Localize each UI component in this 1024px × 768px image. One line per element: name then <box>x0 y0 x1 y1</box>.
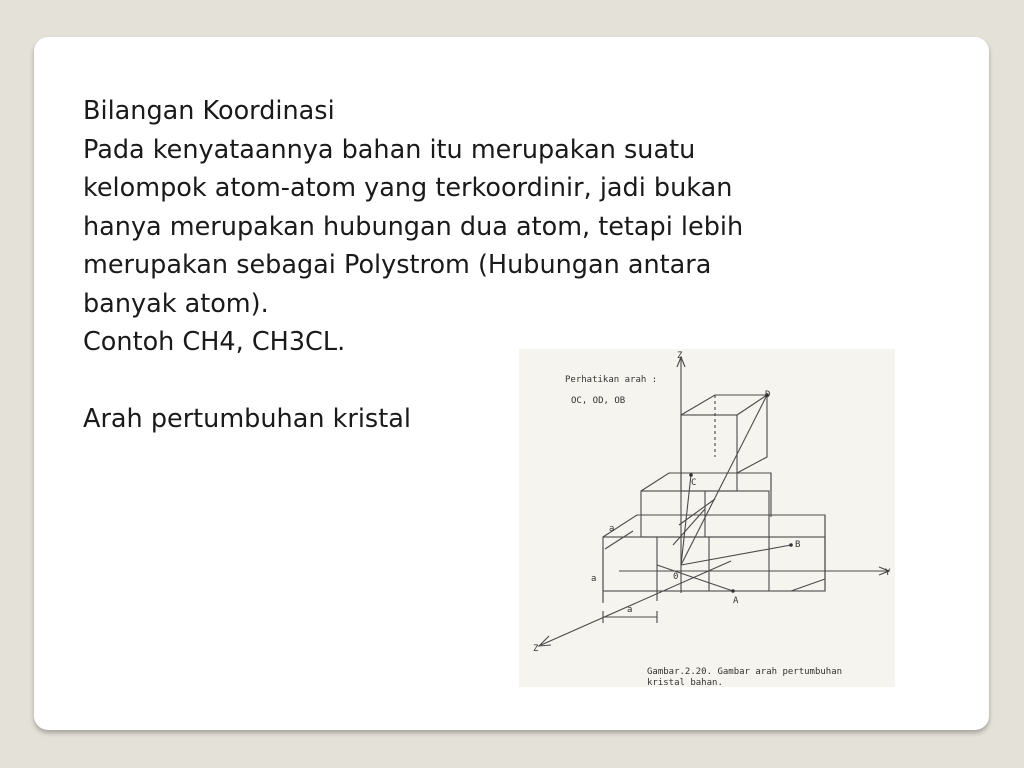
point-c-label: C <box>691 478 697 488</box>
point-d-label: D <box>765 390 771 400</box>
axis-label-y: Y <box>885 568 891 578</box>
dim-label-left: a <box>591 574 597 584</box>
bottom-layer-top <box>603 515 825 537</box>
slide-title: Bilangan Koordinasi <box>83 96 335 126</box>
caption-line-1: Gambar.2.20. Gambar arah pertumbuhan <box>647 667 843 677</box>
paragraph-line: merupakan sebagai Polystrom (Hubungan antara <box>83 250 712 280</box>
dim-label-top: a <box>609 524 615 534</box>
origin-label: 0 <box>673 572 679 582</box>
subheading: Arah pertumbuhan kristal <box>83 404 411 434</box>
point-a-label: A <box>733 596 739 606</box>
front-axis-line <box>541 561 731 645</box>
axis-label-z-front: Z <box>533 644 539 654</box>
note-line-1: Perhatikan arah : <box>565 375 658 385</box>
axis-label-z-top: Z <box>677 351 683 361</box>
point-a-dot <box>731 589 735 593</box>
crystal-growth-figure <box>519 349 895 687</box>
point-b-label: B <box>795 540 801 550</box>
middle-layer-top <box>641 473 771 491</box>
paragraph-line: Pada kenyataannya bahan itu merupakan suatu <box>83 134 696 165</box>
point-b-dot <box>789 543 793 547</box>
crystal-diagram <box>519 349 895 687</box>
point-c-dot <box>689 473 693 477</box>
example-line: Contoh CH4, CH3CL. <box>83 327 346 357</box>
top-tower-top <box>681 395 767 473</box>
paragraph-line: hanya merupakan hubungan dua atom, tetapi lebih <box>83 211 744 242</box>
caption-line-2: kristal bahan. <box>647 678 723 687</box>
paragraph-line: banyak atom). <box>83 288 269 319</box>
dim-label-bottom: a <box>627 605 633 615</box>
top-tower-front <box>681 415 737 491</box>
note-line-2: OC, OD, OB <box>571 396 626 406</box>
direction-ob <box>681 545 791 565</box>
paragraph-line: kelompok atom-atom yang terkoordinir, jadi bukan <box>83 173 733 203</box>
